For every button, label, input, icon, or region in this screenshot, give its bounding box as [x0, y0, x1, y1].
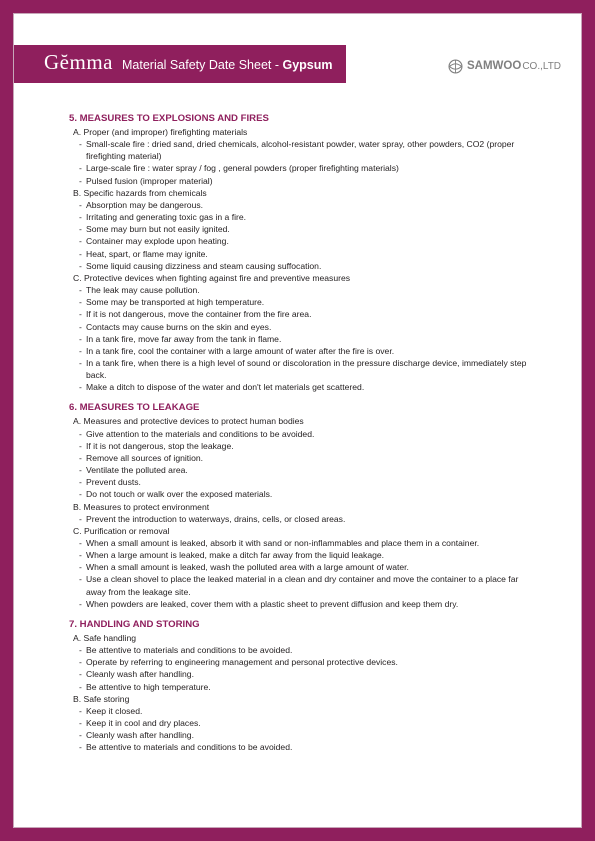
list-item: - Make a ditch to dispose of the water and don't let materials get scattered.	[79, 381, 539, 393]
list-item: - When powders are leaked, cover them with a plastic sheet to prevent diffusion and keep them dry.	[79, 598, 539, 610]
list-item: - Ventilate the polluted area.	[79, 464, 539, 476]
document-body	[69, 112, 539, 754]
list-item: - Do not touch or walk over the exposed materials.	[79, 488, 539, 500]
list-item: - Prevent dusts.	[79, 476, 539, 488]
subsection-label: A. Proper (and improper) firefighting materials	[73, 127, 248, 137]
list-item: - Be attentive to materials and conditions to be avoided.	[79, 644, 539, 656]
list-item: - Give attention to the materials and conditions to be avoided.	[79, 428, 539, 440]
list-item: - If it is not dangerous, move the container from the fire area.	[79, 308, 539, 320]
samwoo-logo-icon	[448, 59, 463, 74]
bullet-list	[79, 284, 539, 393]
list-item: - Be attentive to high temperature.	[79, 681, 539, 693]
list-item: - Keep it in cool and dry places.	[79, 717, 539, 729]
list-item: - Prevent the introduction to waterways, drains, cells, or closed areas.	[79, 513, 539, 525]
list-item: - Heat, spart, or flame may ignite.	[79, 248, 539, 260]
list-item: - Operate by referring to engineering management and personal protective devices.	[79, 656, 539, 668]
list-item: - When a small amount is leaked, absorb it with sand or non-inflammables and place them in a container.	[79, 537, 539, 549]
list-item: - Some liquid causing dizziness and steam causing suffocation.	[79, 260, 539, 272]
brand-logo: Gĕmma	[44, 50, 113, 74]
list-item: - Keep it closed.	[79, 705, 539, 717]
list-item: - Large-scale fire : water spray / fog , general powders (proper firefighting materials)	[79, 162, 539, 174]
company-logo	[448, 58, 561, 74]
list-item: - If it is not dangerous, stop the leakage.	[79, 440, 539, 452]
bullet-list	[79, 644, 539, 693]
list-item: - Pulsed fusion (improper material)	[79, 175, 539, 187]
list-item: - When a large amount is leaked, make a ditch far away from the liquid leakage.	[79, 549, 539, 561]
list-item: - In a tank fire, move far away from the tank in flame.	[79, 333, 539, 345]
company-name: SAMWOO	[467, 60, 522, 72]
subsection-label: A. Safe handling	[73, 632, 137, 643]
list-item: - The leak may cause pollution.	[79, 284, 539, 296]
list-item: - Be attentive to materials and conditions to be avoided.	[79, 741, 539, 753]
list-item: - Cleanly wash after handling.	[79, 729, 539, 741]
section-title: 5. MEASURES TO EXPLOSIONS AND FIRES	[69, 113, 269, 124]
list-item: - Remove all sources of ignition.	[79, 452, 539, 464]
subsection-label: B. Specific hazards from chemicals	[73, 187, 207, 198]
subsection-label: B. Measures to protect environment	[73, 501, 210, 512]
list-item: - Absorption may be dangerous.	[79, 199, 539, 211]
bullet-list	[79, 199, 539, 272]
list-item: - When a small amount is leaked, wash the polluted area with a large amount of water.	[79, 561, 539, 573]
section-title: 7. HANDLING AND STORING	[69, 618, 200, 630]
list-item: - Cleanly wash after handling.	[79, 668, 539, 680]
document-title	[122, 58, 333, 72]
bullet-list	[79, 428, 539, 501]
product-name: Gypsum	[282, 58, 333, 72]
bullet-list	[79, 705, 539, 754]
section-title: 6. MEASURES TO LEAKAGE	[69, 402, 200, 414]
company-suffix: CO.,LTD	[522, 60, 562, 72]
list-item: - Contacts may cause burns on the skin and eyes.	[79, 321, 539, 333]
subsection-label: A. Measures and protective devices to protect human bodies	[73, 416, 304, 427]
list-item: - Container may explode upon heating.	[79, 235, 539, 247]
list-item: - Some may be transported at high temperature.	[79, 296, 539, 308]
header-banner	[14, 45, 346, 83]
list-item: - In a tank fire, cool the container with a large amount of water after the fire is over.	[79, 345, 539, 357]
list-item: - Some may burn but not easily ignited.	[79, 223, 539, 235]
bullet-list	[79, 138, 539, 187]
bullet-list	[79, 537, 539, 610]
subsection-label: B. Safe storing	[73, 693, 130, 704]
bullet-list	[79, 513, 539, 525]
subsection-label: C. Protective devices when fighting against fire and preventive measures	[73, 272, 351, 283]
list-item: - In a tank fire, when there is a high level of sound or discoloration in the pressure discharge device, immediately step back.	[79, 357, 539, 381]
list-item: - Use a clean shovel to place the leaked material in a clean and dry container and move the container to a place far away from the leakage site.	[79, 573, 539, 597]
list-item: - Irritating and generating toxic gas in a fire.	[79, 211, 539, 223]
document-title-prefix: Material Safety Date Sheet -	[122, 58, 283, 72]
list-item: - Small-scale fire : dried sand, dried chemicals, alcohol-resistant powder, water spray, other powders, CO2 (proper firefighting material)	[79, 138, 539, 162]
subsection-label: C. Purification or removal	[73, 525, 170, 536]
